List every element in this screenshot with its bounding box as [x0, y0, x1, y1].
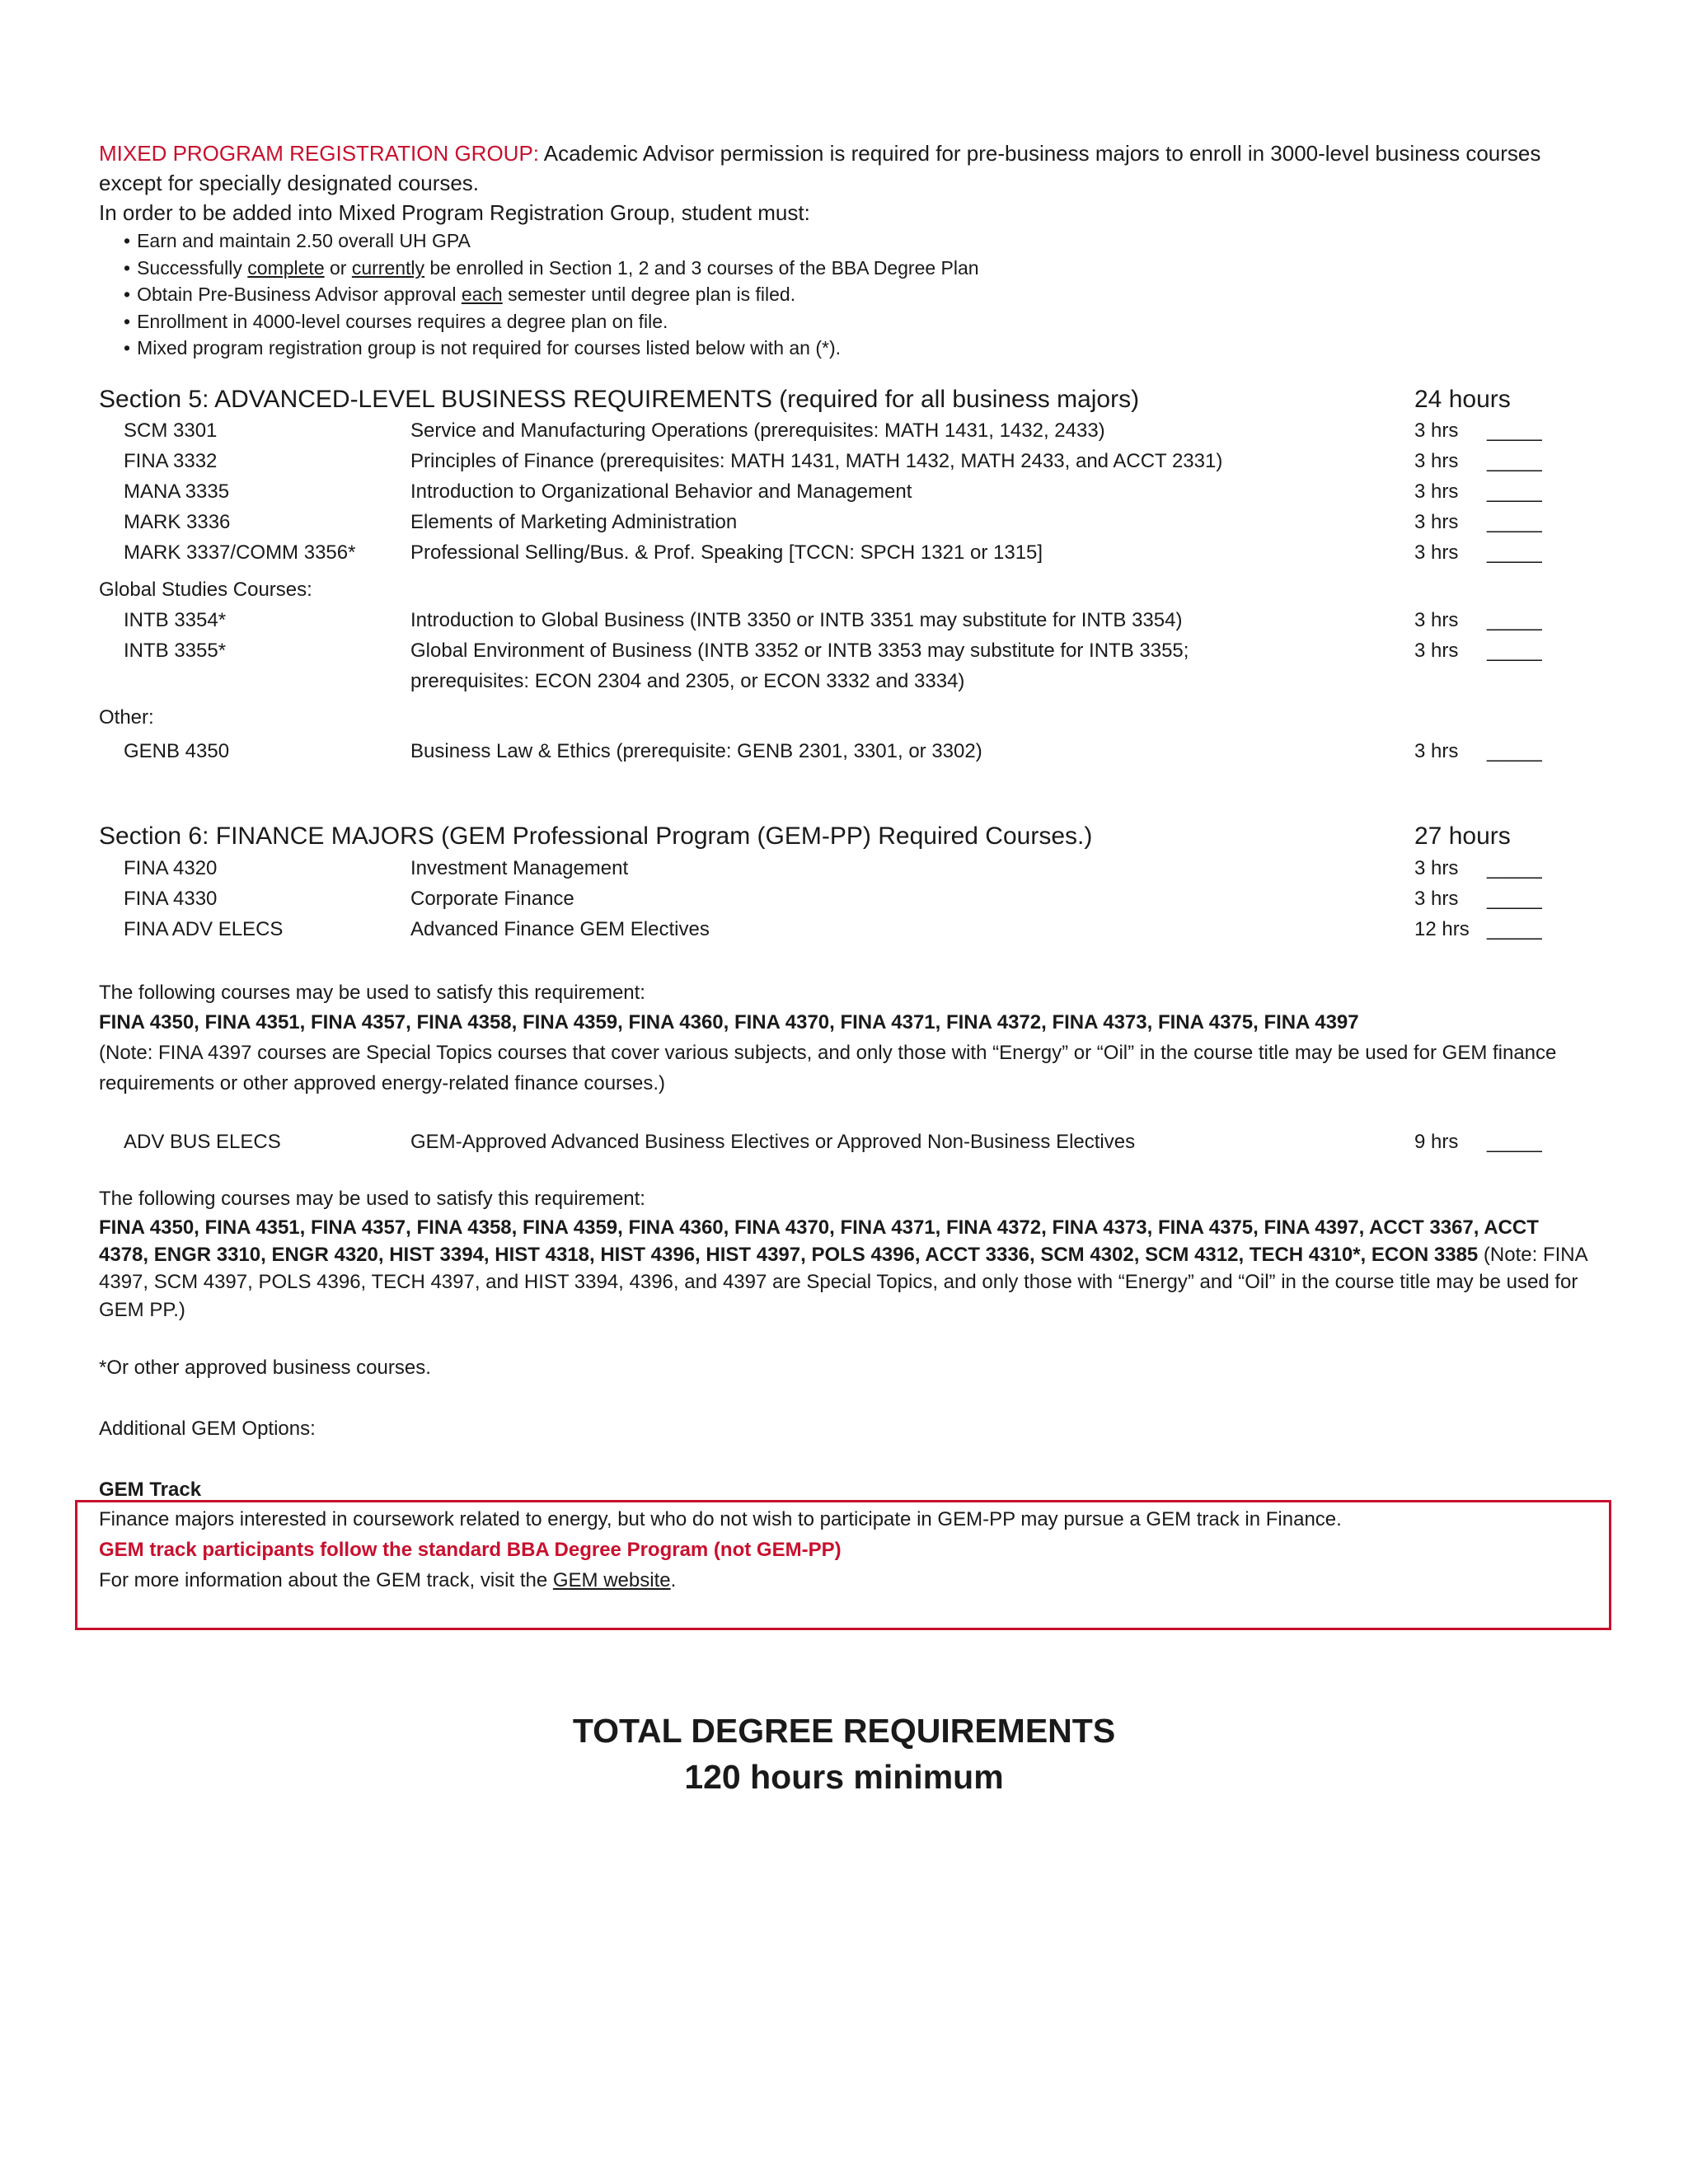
course-row [0, 740, 1688, 770]
req2-note-start: (Note: FINA [1478, 1244, 1588, 1266]
course-desc: Introduction to Organizational Behavior and Management [410, 480, 912, 503]
course-row [0, 609, 1688, 639]
gem-track-title: GEM Track [99, 1479, 202, 1501]
completion-blank: _____ [1487, 511, 1542, 533]
course-hours: 3 hrs [1414, 640, 1459, 662]
course-row [0, 419, 1688, 449]
completion-blank: _____ [1487, 888, 1542, 910]
bullet-text: Enrollment in 4000-level courses requires a degree plan on file. [137, 310, 668, 332]
underlined-word: each [461, 284, 503, 305]
list-item [124, 255, 1582, 282]
course-row [0, 1131, 1688, 1160]
completion-blank: _____ [1487, 419, 1542, 442]
req2-course-list-cont [99, 1241, 1588, 1269]
course-desc: Investment Management [410, 857, 629, 879]
req1-course-list: FINA 4350, FINA 4351, FINA 4357, FINA 4358, FINA 4359, FINA 4360, FINA 4370, FINA 4371, FINA 4372, FINA 4373, FINA 4375, FINA 4397 [99, 1011, 1359, 1033]
section6-title: Section 6: FINANCE MAJORS (GEM Professional Program (GEM-PP) Required Courses.) [99, 823, 1093, 850]
intro-requirements-line: In order to be added into Mixed Program Registration Group, student must: [99, 200, 810, 225]
course-desc: Corporate Finance [410, 888, 574, 910]
course-code: FINA 4330 [124, 888, 218, 910]
course-hours: 12 hrs [1414, 918, 1470, 940]
completion-blank: _____ [1487, 609, 1542, 631]
bullet-text: Mixed program registration group is not required for courses listed below with an (*). [137, 337, 842, 359]
gem-track-line3-text: For more information about the GEM track, visit the [99, 1569, 553, 1591]
course-code: ADV BUS ELECS [124, 1131, 281, 1153]
mixed-program-intro [99, 138, 1582, 362]
completion-blank: _____ [1487, 450, 1542, 472]
course-hours: 3 hrs [1414, 419, 1459, 442]
other-label: Other: [99, 706, 154, 729]
course-code: GENB 4350 [124, 740, 230, 762]
course-desc: Professional Selling/Bus. & Prof. Speaking [TCCN: SPCH 1321 or 1315] [410, 541, 1043, 564]
course-row [0, 450, 1688, 480]
course-row [0, 640, 1688, 669]
course-hours: 3 hrs [1414, 857, 1459, 879]
completion-blank: _____ [1487, 640, 1542, 662]
course-hours: 3 hrs [1414, 480, 1459, 503]
course-code: INTB 3354* [124, 609, 227, 631]
section5-title: Section 5: ADVANCED-LEVEL BUSINESS REQUIREMENTS (required for all business majors) [99, 386, 1140, 413]
req2-note-end: GEM PP.) [99, 1299, 185, 1321]
course-code: MARK 3336 [124, 511, 231, 533]
bullet-text: Obtain Pre-Business Advisor approval [137, 284, 462, 305]
global-studies-label: Global Studies Courses: [99, 579, 312, 601]
req2-note: 4397, SCM 4397, POLS 4396, TECH 4397, and HIST 3394, 4396, and 4397 are Special Topics, and only those with “Energy” and “Oil” in the course title may be used for [99, 1271, 1578, 1293]
course-row [0, 888, 1688, 917]
course-row [0, 857, 1688, 887]
course-code: INTB 3355* [124, 640, 227, 662]
course-code: MANA 3335 [124, 480, 230, 503]
bullet-text: semester until degree plan is filed. [502, 284, 796, 305]
course-row [0, 541, 1688, 571]
course-row [0, 480, 1688, 510]
course-code: FINA 3332 [124, 450, 218, 472]
course-row-continuation [0, 670, 1688, 700]
total-hours: 120 hours minimum [684, 1758, 1004, 1796]
req1-note-cont: requirements or other approved energy-related finance courses.) [99, 1072, 666, 1094]
completion-blank: _____ [1487, 857, 1542, 879]
course-code: FINA 4320 [124, 857, 218, 879]
req2-course-list-bold: 4378, ENGR 3310, ENGR 4320, HIST 3394, HIST 4318, HIST 4396, HIST 4397, POLS 4396, ACCT 3336, SCM 4302, SCM 4312, TECH 4310*, ECON 3385 [99, 1244, 1479, 1266]
course-desc: Business Law & Ethics (prerequisite: GENB 2301, 3301, or 3302) [410, 740, 982, 762]
course-desc: Elements of Marketing Administration [410, 511, 738, 533]
completion-blank: _____ [1487, 1131, 1542, 1153]
underlined-word: complete [247, 256, 325, 279]
course-row [0, 511, 1688, 541]
intro-text-cont: except for specially designated courses. [99, 171, 480, 195]
course-desc: GEM-Approved Advanced Business Electives or Approved Non-Business Electives [410, 1131, 1136, 1153]
course-hours: 3 hrs [1414, 740, 1459, 762]
requirements-list [99, 227, 1582, 362]
completion-blank: _____ [1487, 480, 1542, 503]
completion-blank: _____ [1487, 740, 1542, 762]
gem-website-link[interactable]: GEM website [552, 1569, 671, 1591]
course-desc: prerequisites: ECON 2304 and 2305, or ECON 3332 and 3334) [410, 670, 965, 692]
course-desc: Global Environment of Business (INTB 3352 or INTB 3353 may substitute for INTB 3355; [410, 640, 1189, 662]
completion-blank: _____ [1487, 541, 1542, 564]
course-code: MARK 3337/COMM 3356* [124, 541, 356, 564]
list-item [124, 281, 1582, 308]
bullet-text: Successfully [137, 256, 248, 279]
additional-options-label: Additional GEM Options: [99, 1418, 316, 1440]
course-hours: 3 hrs [1414, 511, 1459, 533]
bullet-text: or [324, 256, 352, 279]
course-hours: 9 hrs [1414, 1131, 1459, 1153]
gem-track-line1: Finance majors interested in coursework related to energy, but who do not wish to participate in GEM-PP may pursue a GEM track in Finance. [99, 1508, 1342, 1530]
req2-intro: The following courses may be used to satisfy this requirement: [99, 1188, 645, 1210]
course-desc: Service and Manufacturing Operations (prerequisites: MATH 1431, 1432, 2433) [410, 419, 1105, 442]
section5-hours: 24 hours [1414, 386, 1511, 413]
mixed-program-label: MIXED PROGRAM REGISTRATION GROUP: [99, 141, 540, 166]
list-item [124, 227, 1582, 255]
req1-note: (Note: FINA 4397 courses are Special Topics courses that cover various subjects, and only those with “Energy” or “Oil” in the course title may be used for GEM finance [99, 1042, 1557, 1064]
course-hours: 3 hrs [1414, 541, 1459, 564]
gem-track-line3 [99, 1566, 676, 1596]
course-desc: Advanced Finance GEM Electives [410, 918, 710, 940]
course-row [0, 918, 1688, 948]
underlined-word: currently [351, 256, 425, 279]
course-hours: 3 hrs [1414, 450, 1459, 472]
req1-intro: The following courses may be used to satisfy this requirement: [99, 982, 645, 1004]
list-item [124, 335, 1582, 362]
bullet-text: Earn and maintain 2.50 overall UH GPA [137, 230, 471, 251]
section6-hours: 27 hours [1414, 823, 1511, 850]
footnote: *Or other approved business courses. [99, 1357, 431, 1379]
bullet-text: be enrolled in Section 1, 2 and 3 courses of the BBA Degree Plan [424, 256, 979, 279]
course-desc: Introduction to Global Business (INTB 3350 or INTB 3351 may substitute for INTB 3354) [410, 609, 1183, 631]
total-requirements-title: TOTAL DEGREE REQUIREMENTS [572, 1712, 1116, 1750]
course-code: FINA ADV ELECS [124, 918, 284, 940]
course-hours: 3 hrs [1414, 609, 1459, 631]
course-hours: 3 hrs [1414, 888, 1459, 910]
intro-text: Academic Advisor permission is required for pre-business majors to enroll in 3000-level business courses [539, 141, 1541, 166]
course-code: SCM 3301 [124, 419, 218, 442]
list-item [124, 308, 1582, 335]
completion-blank: _____ [1487, 918, 1542, 940]
req2-course-list: FINA 4350, FINA 4351, FINA 4357, FINA 4358, FINA 4359, FINA 4360, FINA 4370, FINA 4371, FINA 4372, FINA 4373, FINA 4375, FINA 4397, ACCT 3367, ACCT [99, 1216, 1539, 1239]
course-desc: Principles of Finance (prerequisites: MATH 1431, MATH 1432, MATH 2433, and ACCT 2331) [410, 450, 1223, 472]
gem-track-line3-end: . [670, 1569, 677, 1591]
gem-track-highlight: GEM track participants follow the standard BBA Degree Program (not GEM-PP) [99, 1539, 842, 1561]
